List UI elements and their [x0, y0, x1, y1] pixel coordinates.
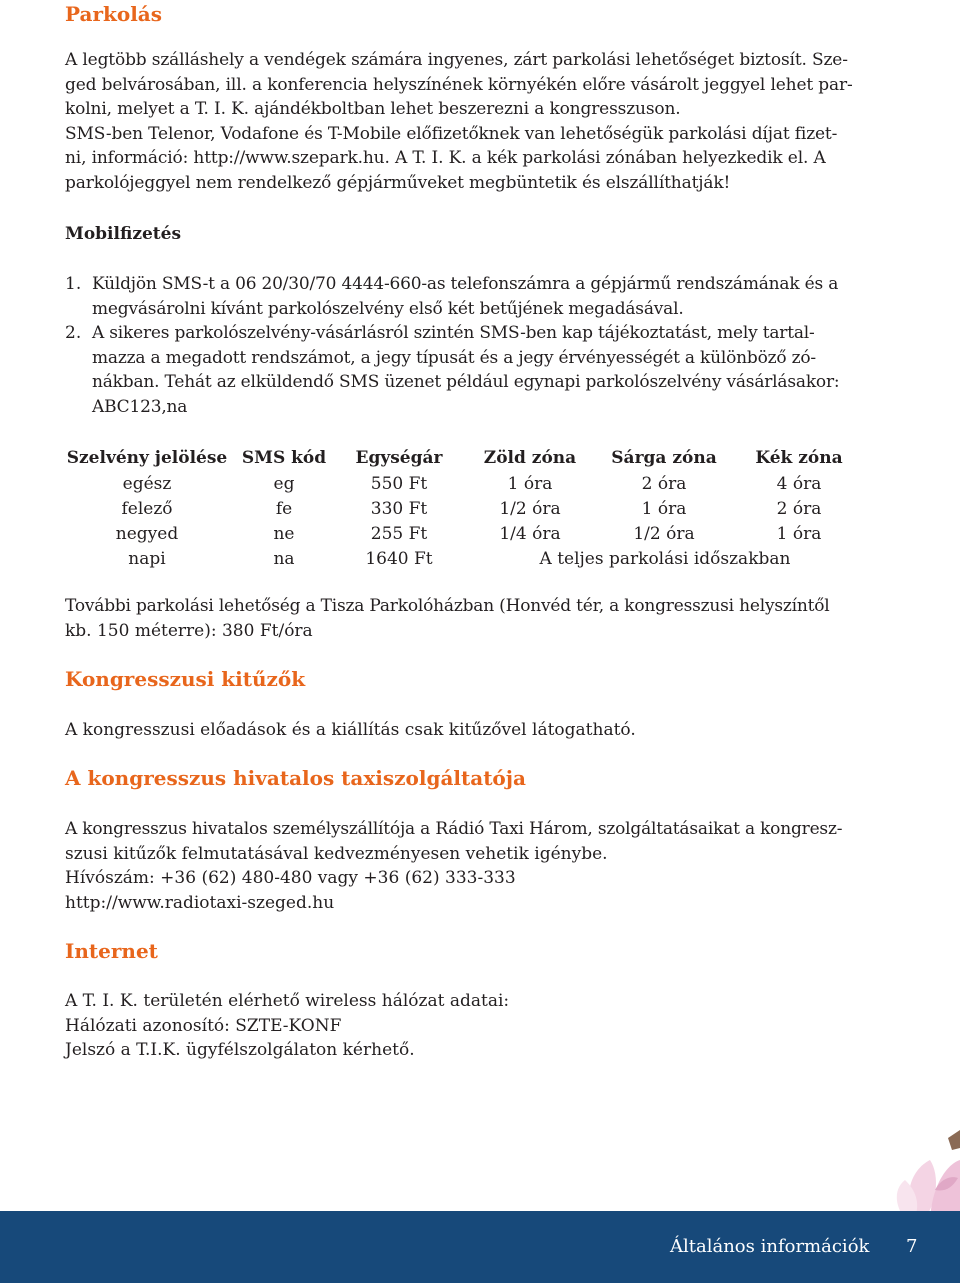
text-line: nákban. Tehát az elküldendő SMS üzenet például egynapi parkolószelvény vásárlásakor:: [92, 372, 840, 392]
mobile-payment-title: Mobilfizetés: [65, 224, 182, 244]
parking-ticket-table: [63, 444, 869, 571]
list-number: 1.: [65, 274, 82, 294]
list-item: [65, 321, 865, 421]
table-cell: 2 óra: [776, 498, 822, 519]
section-title-taxi: A kongresszus hivatalos taxiszolgáltatója: [65, 766, 526, 790]
table-header-row: [63, 444, 869, 471]
table-cell: 550 Ft: [370, 473, 428, 494]
column-header: Egységár: [355, 447, 443, 468]
table-cell: eg: [273, 473, 295, 494]
table-cell: egész: [122, 473, 172, 494]
column-header: Kék zóna: [755, 447, 843, 468]
text-line: ged belvárosában, ill. a konferencia helyszínének környékén előre vásárolt jeggyel lehet par-: [65, 74, 853, 95]
parking-intro: [65, 48, 865, 195]
table-cell: 1 óra: [507, 473, 553, 494]
text-line: parkolójeggyel nem rendelkező gépjárműveket megbüntetik és elszállíthatják!: [65, 172, 731, 193]
text-line: mazza a megadott rendszámot, a jegy típusát és a jegy érvényességét a különböző zó-: [92, 347, 816, 368]
text-line: További parkolási lehetőség a Tisza Parkolóházban (Honvéd tér, a kongresszusi helyszíntől: [65, 596, 830, 616]
page-number: 7: [906, 1236, 918, 1257]
text-line: Küldjön SMS-t a 06 20/30/70 4444-660-as telefonszámra a gépjármű rendszámának és a: [92, 274, 839, 294]
table-cell: felező: [121, 498, 173, 519]
table-row: [63, 546, 869, 571]
table-row: [63, 471, 869, 496]
column-header: SMS kód: [241, 447, 327, 468]
section-title-badges: Kongresszusi kitűzők: [65, 667, 306, 691]
table-cell: 1/2 óra: [633, 523, 695, 544]
table-cell-span: A teljes parkolási időszakban: [539, 548, 791, 569]
table-cell: 2 óra: [641, 473, 687, 494]
table-cell: na: [273, 548, 295, 569]
section-title-internet: Internet: [65, 939, 158, 963]
table-cell: fe: [275, 498, 293, 519]
table-cell: 1/2 óra: [499, 498, 561, 519]
text-line: ni, információ: http://www.szepark.hu. A T. I. K. a kék parkolási zónában helyezkedik el. A: [65, 148, 826, 168]
table-cell: 1 óra: [776, 523, 822, 544]
column-header: Szelvény jelölése: [66, 447, 228, 468]
internet-text: [65, 989, 865, 1063]
table-row: [63, 496, 869, 521]
text-line: kb. 150 méterre): 380 Ft/óra: [65, 620, 313, 641]
footer-label: Általános információk: [670, 1236, 870, 1257]
text-line: Hálózati azonosító: SZTE-KONF: [65, 1015, 342, 1036]
taxi-link[interactable]: http://www.radiotaxi-szeged.hu: [65, 892, 335, 913]
table-cell: negyed: [115, 523, 179, 544]
list-number: 2.: [65, 323, 82, 343]
text-line: szusi kitűzők felmutatásával kedvezményesen vehetik igénybe.: [65, 843, 608, 864]
text-line: A sikeres parkolószelvény-vásárlásról szintén SMS-ben kap tájékoztatást, mely tartal-: [92, 323, 815, 343]
table-cell: 4 óra: [776, 473, 822, 494]
section-title-parking: Parkolás: [65, 2, 163, 26]
taxi-text: [65, 817, 865, 915]
text-line: A legtöbb szálláshely a vendégek számára ingyenes, zárt parkolási lehetőséget biztosít. Sze-: [65, 50, 848, 70]
text-line: megvásárolni kívánt parkolószelvény első két betűjének megadásával.: [92, 298, 684, 319]
extra-parking-info: [65, 594, 865, 643]
table-row: [63, 521, 869, 546]
column-header: Sárga zóna: [611, 447, 717, 468]
text-line: ABC123,na: [92, 396, 188, 417]
text-line: A kongresszus hivatalos személyszállítója a Rádió Taxi Három, szolgáltatásaikat a kongresz-: [65, 819, 843, 839]
column-header: Zöld zóna: [483, 447, 577, 468]
badges-text: [65, 718, 865, 743]
table-cell: 1 óra: [641, 498, 687, 519]
text-line: A kongresszusi előadások és a kiállítás csak kitűzővel látogatható.: [65, 720, 636, 740]
table-cell: 255 Ft: [370, 523, 428, 544]
list-item: [65, 272, 865, 322]
table-cell: napi: [128, 548, 166, 569]
table-cell: 1/4 óra: [499, 523, 561, 544]
table-cell: ne: [273, 523, 295, 544]
table-cell: 330 Ft: [370, 498, 428, 519]
text-line: Jelszó a T.I.K. ügyfélszolgálaton kérhető.: [65, 1040, 415, 1060]
table-cell: 1640 Ft: [365, 548, 433, 569]
text-line: A T. I. K. területén elérhető wireless hálózat adatai:: [65, 991, 510, 1011]
text-line: Hívószám: +36 (62) 480-480 vagy +36 (62) 333-333: [65, 868, 516, 888]
text-line: kolni, melyet a T. I. K. ajándékboltban lehet beszerezni a kongresszuson.: [65, 99, 681, 119]
text-line: SMS-ben Telenor, Vodafone és T-Mobile előfizetőknek van lehetőségük parkolási díjat fizet-: [65, 123, 838, 144]
